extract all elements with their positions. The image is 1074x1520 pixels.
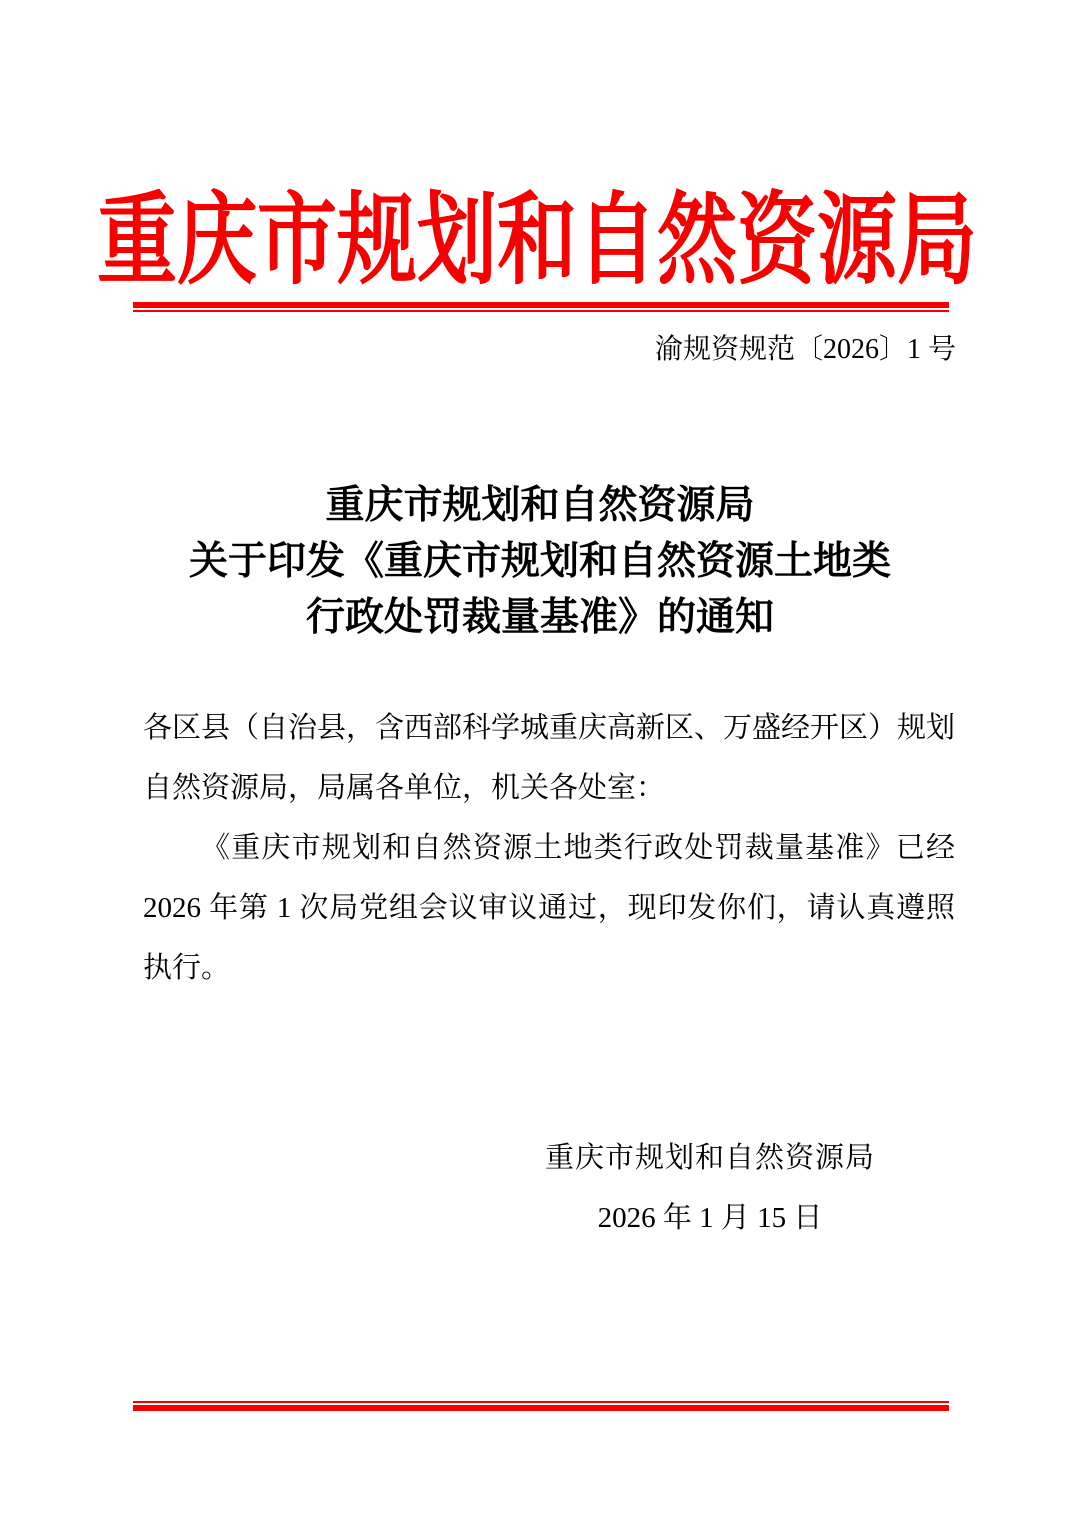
footer-separator <box>133 1401 949 1411</box>
signature-agency: 重庆市规划和自然资源局 <box>544 1142 875 1174</box>
signature-date: 2026 年 1 月 15 日 <box>597 1202 823 1234</box>
document-body <box>143 698 955 998</box>
title-line-2: 关于印发《重庆市规划和自然资源土地类 <box>188 540 891 583</box>
title-line-1: 重庆市规划和自然资源局 <box>325 484 755 527</box>
addressee-paragraph: 各区县（自治县，含西部科学城重庆高新区、万盛经开区）规划自然资源局，局属各单位，机关各处室： <box>143 712 956 804</box>
agency-masthead: 重庆市规划和自然资源局 <box>97 187 977 297</box>
document-title <box>6 478 1074 646</box>
signature-block <box>380 1128 1040 1248</box>
body-paragraph: 《重庆市规划和自然资源土地类行政处罚裁量基准》已经 2026 年第 1 次局党组会议审议通过，现印发你们，请认真遵照执行。 <box>143 832 955 984</box>
title-line-3: 行政处罚裁量基准》的通知 <box>305 596 774 639</box>
header-separator <box>133 302 949 312</box>
separator-thick-bar <box>133 1405 949 1411</box>
document-number: 渝规资规范〔2026〕1 号 <box>654 334 956 365</box>
separator-thin-bar <box>133 310 949 312</box>
